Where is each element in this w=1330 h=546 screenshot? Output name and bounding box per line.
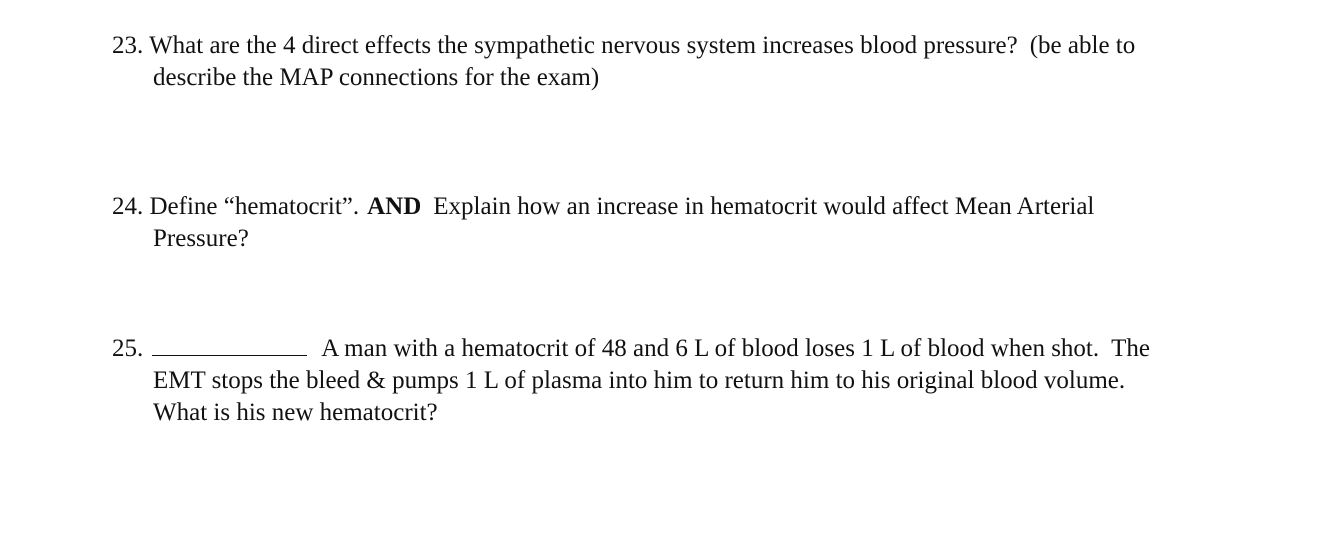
question-24-text-a: Define “hematocrit”. bbox=[149, 193, 360, 220]
question-23-line-1 bbox=[112, 30, 1272, 62]
question-25-text-a: A man with a hematocrit of 48 and 6 L of blood loses 1 L of blood when shot. bbox=[321, 335, 1100, 362]
question-23-text-tail: (be able to bbox=[1029, 32, 1136, 59]
question-23 bbox=[112, 30, 1272, 94]
question-23-line-2: describe the MAP connections for the exam) bbox=[153, 64, 600, 91]
question-25-text-b: The bbox=[1111, 335, 1151, 362]
question-number: 24. bbox=[112, 193, 144, 220]
question-number: 23. bbox=[112, 32, 144, 59]
question-24-line-2: Pressure? bbox=[153, 225, 249, 252]
question-24-emphasis: AND bbox=[367, 193, 422, 220]
answer-blank[interactable] bbox=[152, 333, 307, 356]
question-25 bbox=[112, 333, 1272, 429]
question-24-text-b: Explain how an increase in hematocrit would affect Mean Arterial bbox=[433, 193, 1095, 220]
question-25-line-3: What is his new hematocrit? bbox=[153, 399, 438, 426]
question-23-text: What are the 4 direct effects the sympathetic nervous system increases blood pressure? bbox=[149, 32, 1018, 59]
question-25-line-2: EMT stops the bleed & pumps 1 L of plasma into him to return him to his original blood volume. bbox=[153, 367, 1126, 394]
question-25-line-1 bbox=[112, 333, 1272, 365]
question-24 bbox=[112, 191, 1272, 255]
question-24-line-1 bbox=[112, 191, 1272, 223]
question-number: 25. bbox=[112, 335, 144, 362]
